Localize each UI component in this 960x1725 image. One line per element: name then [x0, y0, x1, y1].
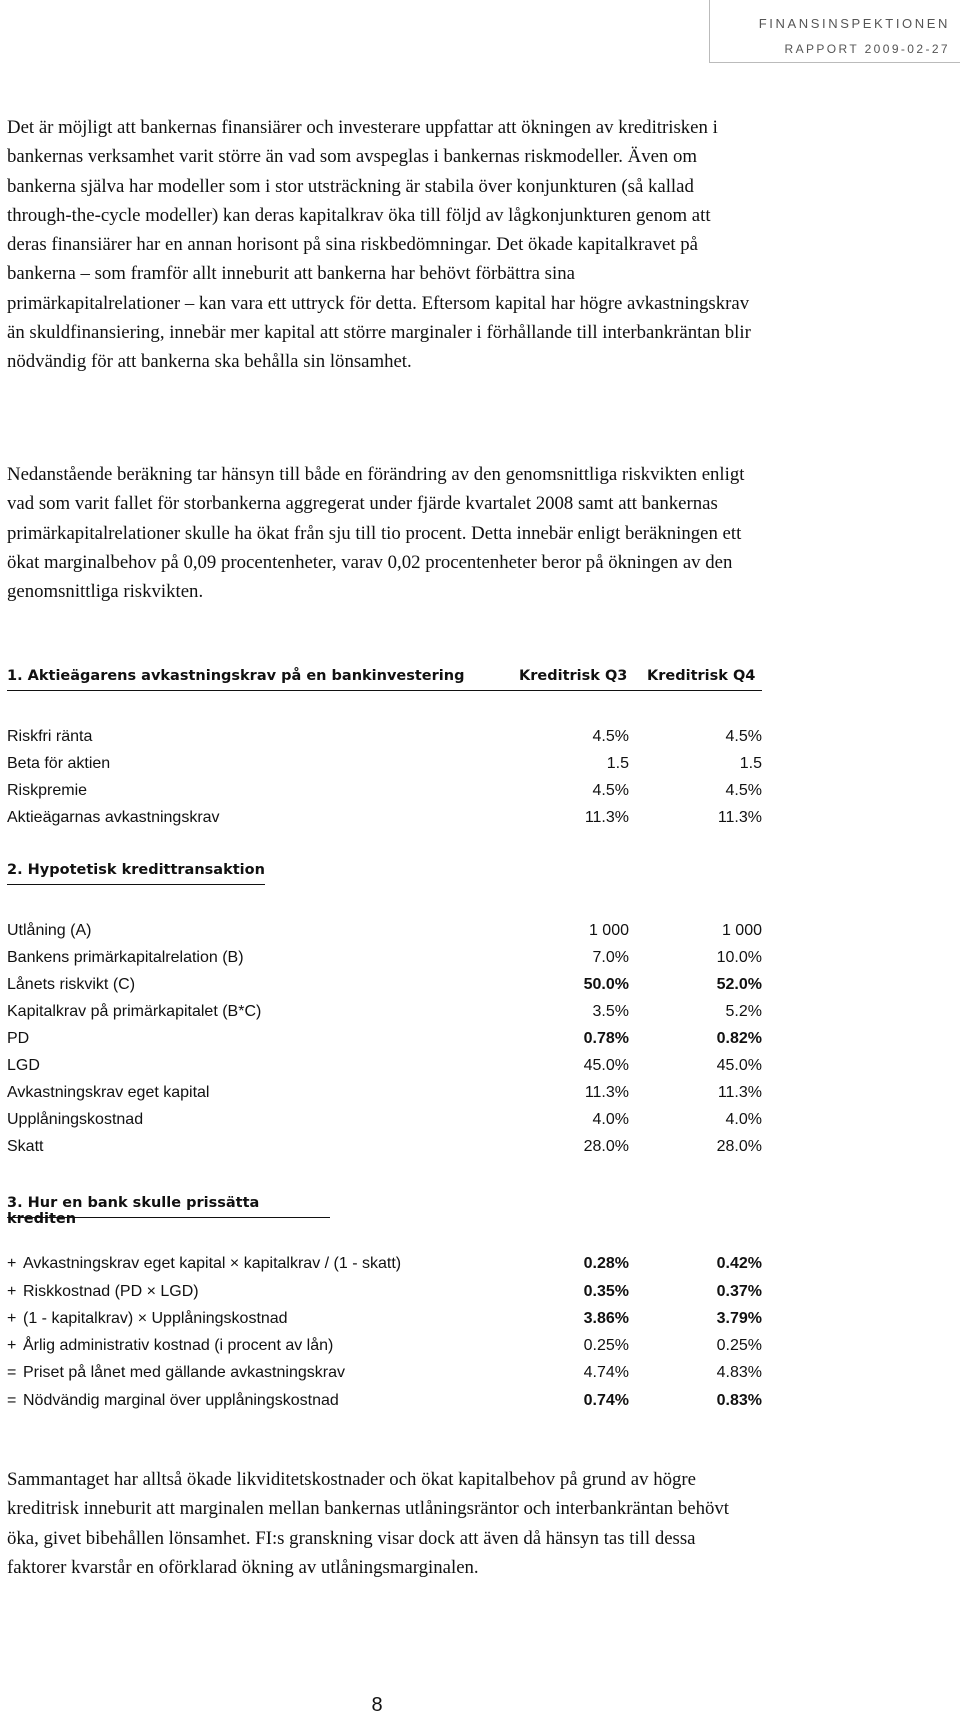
- table-row: + Avkastningskrav eget kapital × kapitalkrav / (1 - skatt) 0.28% 0.42%: [7, 1255, 762, 1272]
- table-row: Aktieägarnas avkastningskrav 11.3% 11.3%: [7, 809, 762, 826]
- table-row: Avkastningskrav eget kapital 11.3% 11.3%: [7, 1084, 762, 1101]
- col-header-q3: Kreditrisk Q3: [519, 668, 628, 684]
- table-row: Lånets riskvikt (C) 50.0% 52.0%: [7, 976, 762, 993]
- paragraph-1: Det är möjligt att bankernas finansiärer och investerare uppfattar att ökningen av kreditrisken i bankernas verksamhet varit större än vad som avspeglas i bankernas riskmodeller. Även om bankerna själva har modeller som i stor utsträckning är stabila över konjunkturen (så kallad through-the-cycle modeller) kan deras kapitalkrav öka till följd av lågkonjunkturen genom att deras finansiärer har en annan horisont på sina riskbedömningar. Det ökade kapitalkravet på bankerna – som framför allt inneburit att bankerna har behövt förbättra sina primärkapitalrelationer – kan vara ett uttryck för detta. Eftersom kapital har högre avkastningskrav än skuldfinansiering, innebär mer kapital att större marginaler i förhållande till interbankräntan blir nödvändig för att bankerna ska behålla sin lönsamhet.: [7, 117, 751, 373]
- table-row: Kapitalkrav på primärkapitalet (B*C) 3.5% 5.2%: [7, 1003, 762, 1020]
- section-3-title: 3. Hur en bank skulle prissätta krediten: [7, 1195, 260, 1227]
- org-name: FINANSINSPEKTIONEN: [758, 16, 950, 31]
- table-row: = Priset på lånet med gällande avkastningskrav 4.74% 4.83%: [7, 1364, 762, 1381]
- section-2-title: 2. Hypotetisk kredittransaktion: [7, 862, 265, 878]
- table-row: Utlåning (A) 1 000 1 000: [7, 922, 762, 939]
- table-row: + Riskkostnad (PD × LGD) 0.35% 0.37%: [7, 1283, 762, 1300]
- report-date: RAPPORT 2009-02-27: [784, 42, 950, 56]
- table-row: Bankens primärkapitalrelation (B) 7.0% 10.0%: [7, 949, 762, 966]
- table-row: = Nödvändig marginal över upplåningskostnad 0.74% 0.83%: [7, 1392, 762, 1409]
- table-row: Beta för aktien 1.5 1.5: [7, 755, 762, 772]
- section-1-title: 1. Aktieägarens avkastningskrav på en bankinvestering: [7, 668, 465, 684]
- paragraph-3: Sammantaget har alltså ökade likviditetskostnader och ökat kapitalbehov på grund av högre kreditrisk inneburit att marginalen mellan bankernas utlåningsräntor och interbankräntan behövt öka, givet bibehållen lönsamhet. FI:s granskning visar dock att även då hänsyn tas till dessa faktorer kvarstår en oförklarad ökning av utlåningsmarginalen.: [7, 1469, 729, 1578]
- paragraph-2: Nedanstående beräkning tar hänsyn till både en förändring av den genomsnittliga riskvikten enligt vad som varit fallet för storbankerna aggregerat under fjärde kvartalet 2008 samt att bankernas primärkapitalrelationer skulle ha ökat från sju till tio procent. Detta innebär enligt beräkningen ett ökat marginalbehov på 0,09 procentenheter, varav 0,02 procentenheter beror på ökningen av den genomsnittliga riskvikten.: [7, 464, 745, 603]
- table-row: Riskpremie 4.5% 4.5%: [7, 782, 762, 799]
- table-row: + Årlig administrativ kostnad (i procent av lån) 0.25% 0.25%: [7, 1337, 762, 1354]
- table-row: Riskfri ränta 4.5% 4.5%: [7, 728, 762, 745]
- page-number: 8: [371, 1694, 383, 1716]
- table-row: Upplåningskostnad 4.0% 4.0%: [7, 1111, 762, 1128]
- table-row: Skatt 28.0% 28.0%: [7, 1138, 762, 1155]
- section-3-header: [7, 1195, 330, 1227]
- table-row: PD 0.78% 0.82%: [7, 1030, 762, 1047]
- table-row: + (1 - kapitalkrav) × Upplåningskostnad 3.86% 3.79%: [7, 1310, 762, 1327]
- col-header-q4: Kreditrisk Q4: [647, 668, 756, 684]
- section-2-header: [7, 862, 265, 885]
- report-header: [709, 0, 960, 63]
- section-1-header: [7, 668, 762, 691]
- table-row: LGD 45.0% 45.0%: [7, 1057, 762, 1074]
